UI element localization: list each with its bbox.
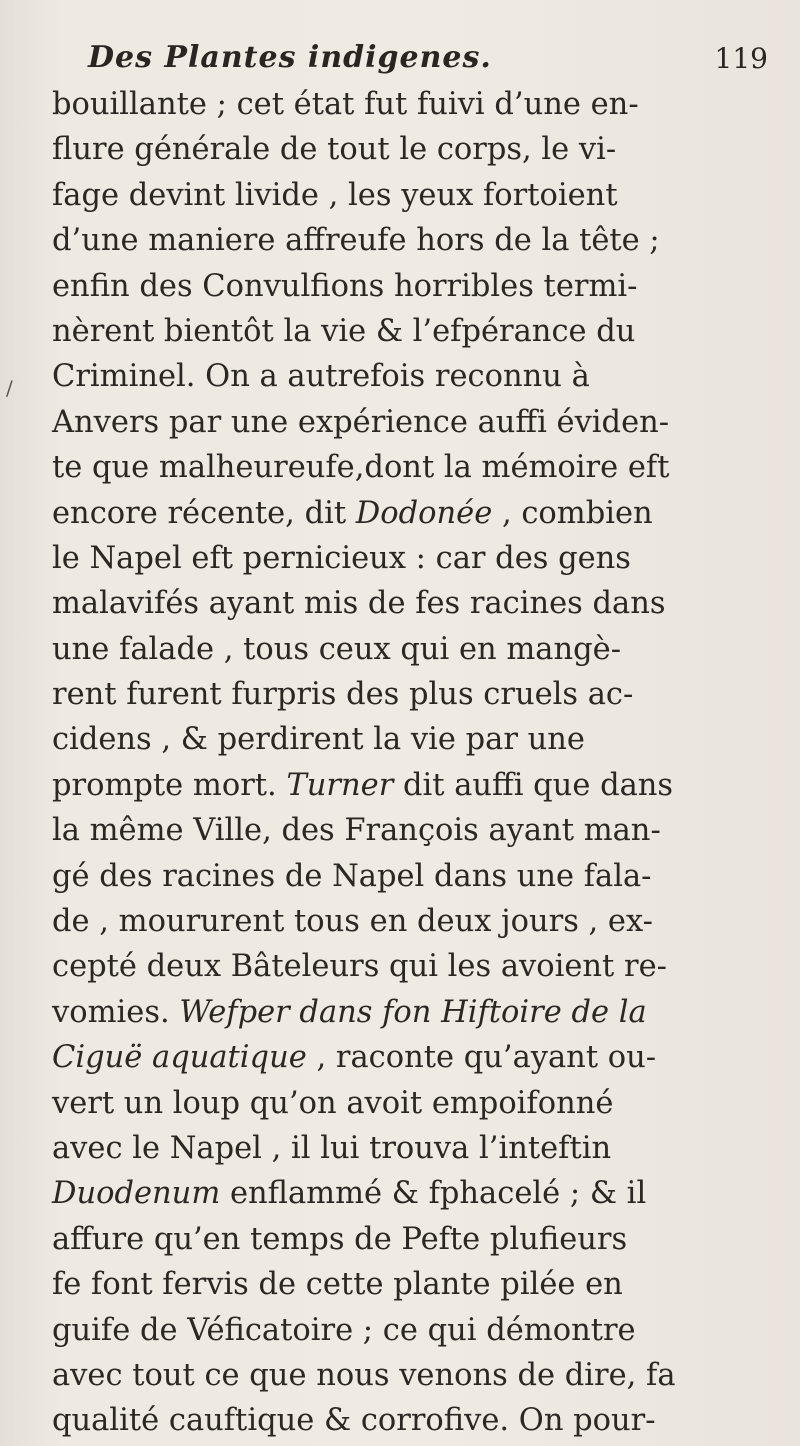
text-run: dit auffi que dans <box>393 767 674 803</box>
text-run: une falade , tous ceux qui en mangè- <box>52 631 622 667</box>
running-title: Des Plantes indigenes. <box>88 40 492 75</box>
text-line <box>52 672 772 717</box>
italic-text: Duodenum <box>52 1176 221 1212</box>
text-run: enfin des Convulfions horribles termi- <box>52 268 638 304</box>
text-run: gé des racines de Napel dans une fala- <box>52 858 652 894</box>
text-line <box>52 173 772 218</box>
italic-text: Dodonée <box>355 495 493 531</box>
italic-text: Ciguë aquatique <box>52 1040 307 1076</box>
text-line <box>52 990 772 1035</box>
text-line <box>52 82 772 127</box>
text-line <box>52 309 772 354</box>
text-run: Anvers par une expérience auffi éviden- <box>52 404 670 440</box>
margin-mark: / <box>6 376 13 400</box>
text-run: cidens , & perdirent la vie par une <box>52 722 585 758</box>
text-run: vomies. <box>52 994 180 1030</box>
text-line <box>52 1398 772 1443</box>
text-run: enflammé & fphacelé ; & il <box>220 1176 647 1212</box>
text-run: nèrent bientôt la vie & l’efpérance du <box>52 313 636 349</box>
text-line <box>52 218 772 263</box>
text-run: fe font fervis de cette plante pilée en <box>52 1267 623 1303</box>
text-run: qualité cauftique & corrofive. On pour- <box>52 1403 656 1439</box>
running-header <box>88 40 768 86</box>
body-text <box>52 82 772 1444</box>
text-line <box>52 1126 772 1171</box>
text-line <box>52 354 772 399</box>
text-line <box>52 1262 772 1307</box>
text-run: avec tout ce que nous venons de dire, fa <box>52 1357 676 1393</box>
text-run: , raconte qu’ayant ou- <box>306 1040 657 1076</box>
text-line <box>52 944 772 989</box>
text-run: vert un loup qu’on avoit empoifonné <box>52 1085 614 1121</box>
text-run: d’une maniere affreufe hors de la tête ; <box>52 223 660 259</box>
text-run: fage devint livide , les yeux fortoient <box>52 177 618 213</box>
text-run: , combien <box>492 495 653 531</box>
text-run: la même Ville, des François ayant man- <box>52 813 661 849</box>
text-line <box>52 491 772 536</box>
page-number: 119 <box>714 42 768 75</box>
text-run: affure qu’en temps de Pefte plufieurs <box>52 1221 628 1257</box>
text-line <box>52 1308 772 1353</box>
text-line <box>52 581 772 626</box>
text-line <box>52 400 772 445</box>
text-line <box>52 1217 772 1262</box>
text-line <box>52 1035 772 1080</box>
text-run: avec le Napel , il lui trouva l’inteftin <box>52 1130 612 1166</box>
text-run: de , moururent tous en deux jours , ex- <box>52 904 653 940</box>
text-line <box>52 264 772 309</box>
text-line <box>52 627 772 672</box>
text-run: guife de Véficatoire ; ce qui démontre <box>52 1312 636 1348</box>
text-run: malavifés ayant mis de fes racines dans <box>52 586 666 622</box>
text-run: te que malheureufe,dont la mémoire eft <box>52 450 670 486</box>
text-line <box>52 445 772 490</box>
text-line <box>52 1171 772 1216</box>
text-run: encore récente, dit <box>52 495 356 531</box>
text-line <box>52 1353 772 1398</box>
text-line <box>52 717 772 762</box>
text-run: prompte mort. <box>52 767 287 803</box>
text-run: rent furent furpris des plus cruels ac- <box>52 677 634 713</box>
text-line <box>52 1081 772 1126</box>
text-line <box>52 127 772 172</box>
italic-text: Wefper dans fon Hiftoire de la <box>179 994 647 1030</box>
text-run: le Napel eft pernicieux : car des gens <box>52 540 631 576</box>
text-run: flure générale de tout le corps, le vi- <box>52 132 617 168</box>
text-run: bouillante ; cet état fut fuivi d’une en- <box>52 87 639 122</box>
italic-text: Turner <box>286 767 394 803</box>
text-line <box>52 808 772 853</box>
text-line <box>52 763 772 808</box>
text-line <box>52 899 772 944</box>
text-run: Criminel. On a autrefois reconnu à <box>52 359 590 395</box>
text-run: cepté deux Bâteleurs qui les avoient re- <box>52 949 667 985</box>
text-line <box>52 854 772 899</box>
text-line <box>52 536 772 581</box>
